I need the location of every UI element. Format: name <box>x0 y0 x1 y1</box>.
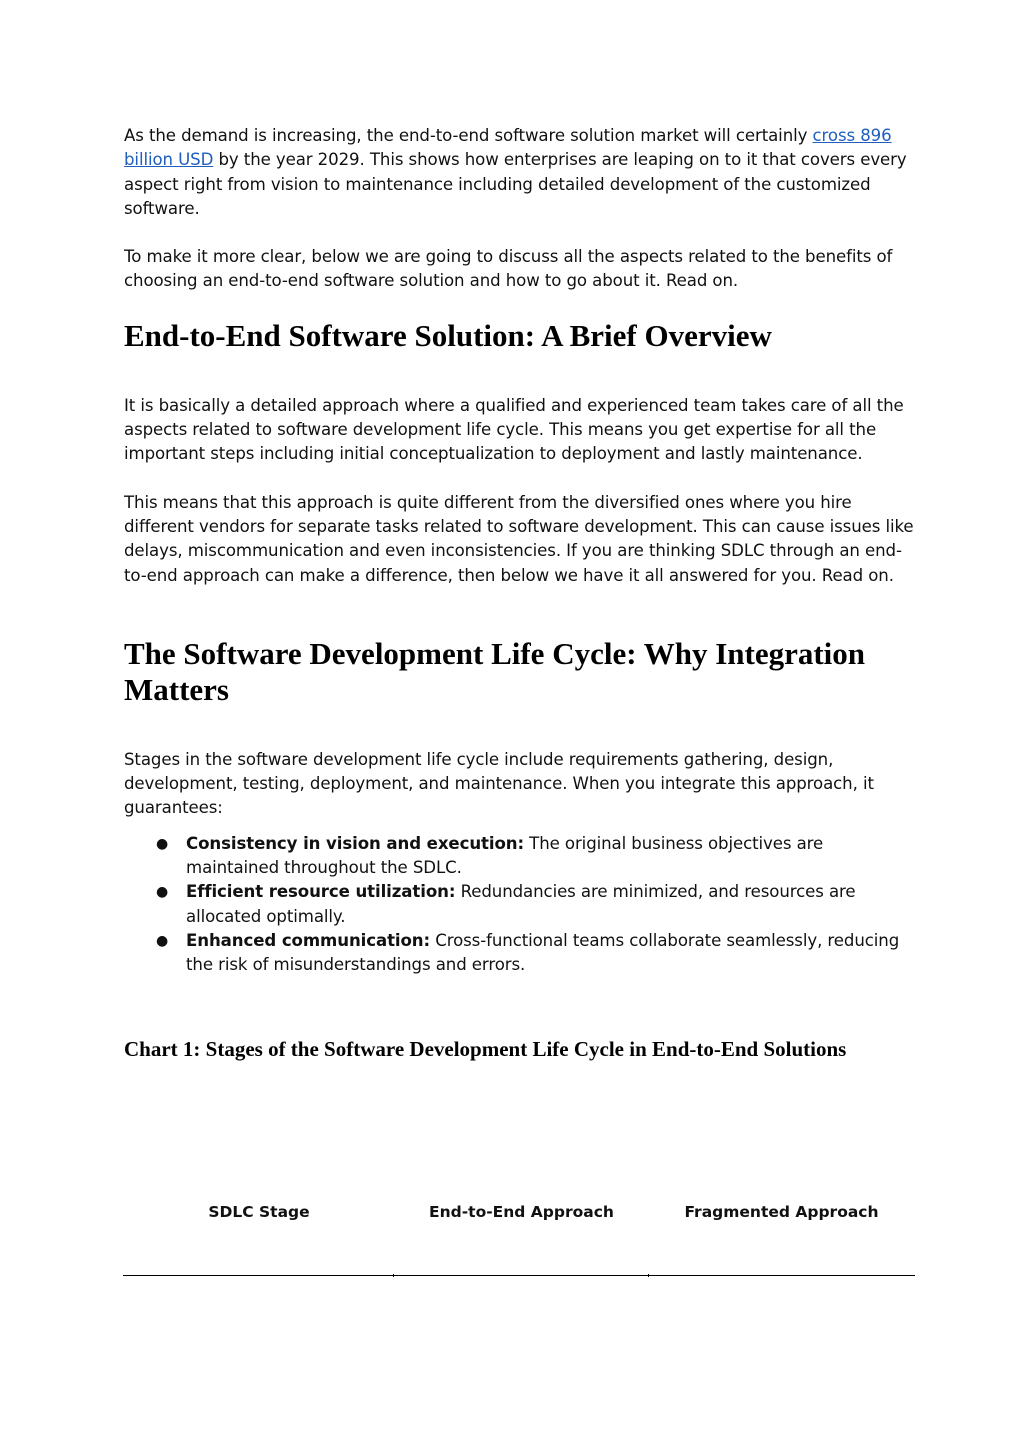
overview-heading: End-to-End Software Solution: A Brief Overview <box>124 317 772 353</box>
document-page <box>124 124 914 1063</box>
bullet-icon: ● <box>156 884 169 901</box>
table-header-end-to-end: End-to-End Approach <box>429 1203 614 1221</box>
list-item <box>124 832 914 881</box>
sdlc-paragraph: Stages in the software development life cycle include requirements gathering, design, development, testing, deployment, and maintenance. When you integrate this approach, it guarantees: <box>124 749 874 818</box>
table-header-row <box>124 1203 914 1233</box>
column-separator <box>648 1274 649 1277</box>
bullet-bold-term: Consistency in vision and execution: <box>186 833 524 853</box>
bullet-bold-term: Efficient resource utilization: <box>186 882 456 902</box>
list-item <box>124 929 914 978</box>
bullet-icon: ● <box>156 932 169 949</box>
bullet-text: Redundancies are minimized, and resources are allocated optimally. <box>186 882 856 926</box>
intro-paragraph-1 <box>124 124 914 221</box>
market-size-link[interactable]: cross 896 billion USD <box>124 126 892 170</box>
sdlc-heading: The Software Development Life Cycle: Why Integration Matters <box>124 635 866 707</box>
list-item <box>124 880 914 929</box>
table-header-fragmented: Fragmented Approach <box>684 1203 879 1221</box>
bullet-text: Cross-functional teams collaborate seamlessly, reducing the risk of misunderstandings and errors. <box>186 930 900 975</box>
intro-paragraph-2: To make it more clear, below we are going to discuss all the aspects related to the benefits of choosing an end-to-end software solution and how to go about it. Read on. <box>124 247 893 291</box>
overview-paragraph-2: This means that this approach is quite different from the diversified ones where you hire different vendors for separate tasks related to software development. This can cause issues like delays, miscommunication and even inconsistencies. If you are thinking SDLC through an end-to-end approach can make a difference, then below we have it all answered for you. Read on. <box>124 492 914 585</box>
bullet-bold-term: Enhanced communication: <box>186 930 431 950</box>
column-separator <box>393 1274 394 1277</box>
table-header-sdlc-stage: SDLC Stage <box>208 1203 310 1221</box>
intro-text-after-link: by the year 2029. This shows how enterprises are leaping on to it that covers every aspect right from vision to maintenance including detailed development of the customized software. <box>124 150 907 218</box>
overview-paragraph-1: It is basically a detailed approach where a qualified and experienced team takes care of all the aspects related to software development life cycle. This means you get expertise for all the important steps including initial conceptualization to deployment and lastly maintenance. <box>124 395 904 464</box>
intro-text-before-link: As the demand is increasing, the end-to-end software solution market will certainly <box>124 126 813 145</box>
bullet-text: The original business objectives are maintained throughout the SDLC. <box>186 833 824 878</box>
bullet-icon: ● <box>156 835 169 852</box>
chart-heading: Chart 1: Stages of the Software Development Life Cycle in End-to-End Solutions <box>124 1036 847 1061</box>
table-divider <box>123 1275 915 1276</box>
benefits-list <box>124 832 914 978</box>
